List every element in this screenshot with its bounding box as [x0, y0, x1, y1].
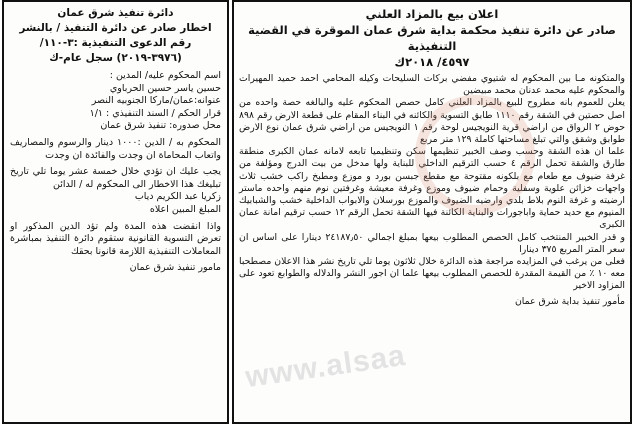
- notice-paragraph: يجب عليك ان تؤدي خلال خمسة عشر يوما تلي تاريخ تبليغك هذا الاخطار الى المحكوم له / الدائن: [10, 166, 221, 190]
- judgment-reference: قرار الحكم / السند التنفيذي : ١/١: [89, 107, 221, 119]
- creditor-name: زكريا عبد الكريم دياب: [134, 191, 221, 203]
- case-number: ٤٥٩٧/ ٢٠١٨ك: [394, 55, 470, 69]
- property-paragraph: يعلن للعموم بانه مطروح للبيع بالمزاد العلني كامل حصص المحكوم عليه والبالغه حصة واحده من اصل حصتين في الشقة رقم ١١١٠ طابق التسوية والكائنه في البناء المقام على قطعة الارض رقم ٨٩٨ حوض ٢ الرواق من اراضي قرية النويجيس لوحة رقم ١ النويجيس من اراضي شرق عمان نوع الارض طوابق وشقق والتي تبلغ مساحتها كاملة ١٢٩ متر مربع: [239, 97, 625, 146]
- description-paragraph: علما ان هذه الشقة وحسب وصف الخبير تنظيمها سكن وتنظيميا تابعه لامانه عمان الكبرى منطقة طارق والشقة تحمل الرقم ٤ حسب الترقيم الداخلي للبناية ولها مدخل من بيت الدرج ومؤلفة من غرفة ضيوف مع طعام مع بلكونه مقتوحة مع مقطع جبسن بورد و موزع ومطبخ راكب خشب ثلاث واجهات خزائن علوية وسفلية وحمام ضيوف وموزع وغرفة معيشة وغرفتين نوم منهم واحده ماستر ارضيته و غرفة النوم بلاط بلدي وارضيه الضيوف والموزع بورسلان والابواب الداخلية خشب والشبابيك المنيوم مع حديد حماية واباجورات والبناية الكائنة فيها الشقة تحمل الرقم ١٢ حسب ترقيم امانة عمان الكبرى: [239, 146, 625, 231]
- debtor-address: عنوانه:عمان/ماركا الجنوبيه النصر: [91, 95, 221, 107]
- valuation-paragraph: و قدر الخبير المنتخب كامل الحصص المطلوب بيعها بمبلغ اجمالي ٢٤١٨٧٫٥٠ دينارا على اساس ان سعر المتر المربع ٣٧٥ دينارا: [239, 231, 625, 255]
- bidding-paragraph: فعلى من يرغب في المزايده مراجعة هذه الدائرة خلال ثلاثون يوما تلي تاريخ نشر هذا الاعلان مصطحبا معه ١٠ ٪ من القيمة المقدرة للحصص المطلوب بيعها علما ان اجور النشر والدلاله والطوابع تعود على المزاود الاخير: [239, 256, 626, 292]
- auction-notice-subtitle: صادر عن دائرة تنفيذ محكمة بداية شرق عمان الموقرة في القضية التنفيذية: [248, 23, 616, 53]
- execution-notice-title: دائرة تنفيذ شرق عمان: [57, 7, 174, 19]
- execution-signature: مامور تنفيذ شرق عمان: [129, 262, 221, 274]
- debtor-name: حسين ياسر حسين الحرباوي: [109, 82, 221, 94]
- debtor-label: اسم المحكوم عليه/ المدين :: [109, 70, 221, 81]
- execution-case-line-2: (٣٩٧٦-٢٠١٩) سجل عام-ك: [49, 52, 182, 64]
- issuing-court: محل صدوره: تنفيذ شرق عمان: [100, 120, 221, 132]
- auction-notice-title: اعلان بيع بالمزاد العلني: [365, 7, 499, 21]
- warning-paragraph: واذا انقضت هذه المدة ولم تؤد الدين المذكور او تعرض التسوية القانونية ستقوم دائرة التنفيذ بمباشرة المعاملات التنفيذية اللازمة قانونا بحقك: [10, 220, 221, 257]
- parties-paragraph: والمتكونه مـا بين المحكوم له شتيوي مفضي بركات السليحات وكيله المحامي احمد حميد المهيرات والمحكوم عليه محمد عدنان محمد مبيضين: [239, 73, 625, 97]
- auction-notice-panel: [232, 0, 632, 424]
- execution-case-line: رقم الدعوى التنفيذية :٣-١١٠/: [39, 37, 192, 49]
- amount-paragraph: المحكوم به / الدين :١٠٠٠ دينار والرسوم والمصاريف واتعاب المحاماة ان وجدت والفائدة ان وجدت: [10, 136, 221, 161]
- execution-notice-subtitle: اخطار صادر عن دائرة التنفيذ / بالنشر: [19, 22, 212, 34]
- amount-note: المبلغ المبين اعلاه: [149, 203, 221, 215]
- auction-signature: مأمور تنفيذ بداية شرق عمان: [514, 295, 625, 307]
- execution-notice-panel: [2, 0, 229, 424]
- watermark-text: www.alsaa: [243, 338, 408, 395]
